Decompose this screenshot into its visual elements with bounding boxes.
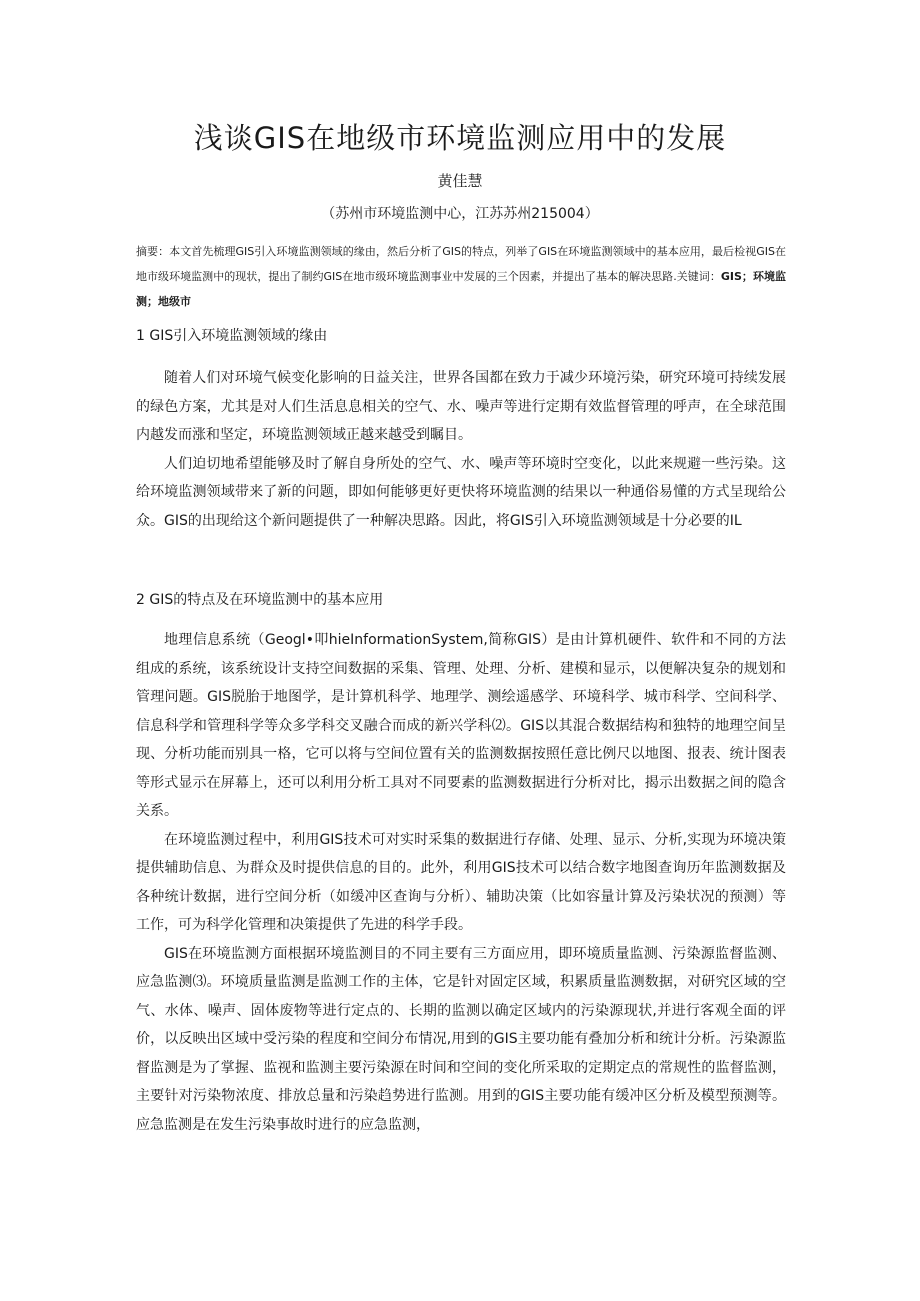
paragraph: 地理信息系统（Geogl•叩hieInformationSystem,简称GIS）是由计算机硬件、软件和不同的方法组成的系统，该系统设计支持空间数据的采集、管理、处理、分析、建模和显示，以便解决复杂的规划和管理问题。GIS脱胎于地图学，是计算机科学、地理学、测绘遥感学、环境科学、城市科学、空间科学、信息科学和管理科学等众多学科交叉融合而成的新兴学科⑵。GIS以其混合数据结构和独特的地理空间呈现、分析功能而别具一格，它可以将与空间位置有关的监测数据按照任意比例尺以地图、报表、统计图表等形式显示在屏幕上，还可以利用分析工具对不同要素的监测数据进行分析对比，揭示出数据之间的隐含关系。 <box>136 632 786 819</box>
section-body-2 <box>136 626 786 1139</box>
abstract-label: 摘要： <box>136 245 170 258</box>
abstract <box>136 239 786 314</box>
section-heading-2: 2 GIS的特点及在环境监测中的基本应用 <box>136 592 384 608</box>
author-name: 黄佳慧 <box>437 172 483 190</box>
paragraph: GIS在环境监测方面根据环境监测目的不同主要有三方面应用，即环境质量监测、污染源监督监测、应急监测⑶。环境质量监测是监测工作的主体，它是针对固定区域，积累质量监测数据，对研究区域的空气、水体、噪声、固体废物等进行定点的、长期的监测以确定区域内的污染源现状,并进行客观全面的评价，以反映出区域中受污染的程度和空间分布情况,用到的GIS主要功能有叠加分析和统计分析。污染源监督监测是为了掌握、监视和监测主要污染源在时间和空间的变化所采取的定期定点的常规性的监督监测，主要针对污染物浓度、排放总量和污染趋势进行监测。用到的GIS主要功能有缓冲区分析及模型预测等。应急监测是在发生污染事故时进行的应急监测， <box>136 945 786 1133</box>
section-body-1 <box>136 364 786 535</box>
paragraph: 人们迫切地希望能够及时了解自身所处的空气、水、噪声等环境时空变化，以此来规避一些污染。这给环境监测领域带来了新的问题，即如何能够更好更快将环境监测的结果以一种通俗易懂的方式呈现给公众。GIS的出现给这个新问题提供了一种解决思路。因此，将GIS引入环境监测领域是十分必要的IL <box>136 455 786 529</box>
keywords: GIS；环境监测；地级市 <box>136 270 787 308</box>
author-affiliation: （苏州市环境监测中心，江苏苏州215004） <box>321 206 599 222</box>
section-heading-1: 1 GIS引入环境监测领域的缘由 <box>136 328 328 344</box>
abstract-text: 本文首先梳理GIS引入环境监测领域的缘由，然后分析了GIS的特点，列举了GIS在环境监测领域中的基本应用，最后检视GIS在地市级环境监测中的现状，提出了制约GIS在地市级环境监测事业中发展的三个因素，并提出了基本的解决思路. <box>136 245 787 283</box>
keywords-label: 关键词： <box>676 270 721 283</box>
document-title: 浅谈GIS在地级市环境监测应用中的发展 <box>193 121 727 155</box>
paragraph: 随着人们对环境气候变化影响的日益关注，世界各国都在致力于减少环境污染，研究环境可持续发展的绿色方案，尤其是对人们生活息息相关的空气、水、噪声等进行定期有效监督管理的呼声，在全球范围内越发而涨和坚定，环境监测领域正越来越受到瞩目。 <box>136 370 786 443</box>
paragraph: 在环境监测过程中，利用GIS技术可对实时采集的数据进行存储、处理、显示、分析,实现为环境决策提供辅助信息、为群众及时提供信息的目的。此外，利用GIS技术可以结合数字地图查询历年监测数据及各种统计数据，进行空间分析（如缓冲区查询与分析）、辅助决策（比如容量计算及污染状况的预测）等工作，可为科学化管理和决策提供了先进的科学手段。 <box>136 831 786 933</box>
